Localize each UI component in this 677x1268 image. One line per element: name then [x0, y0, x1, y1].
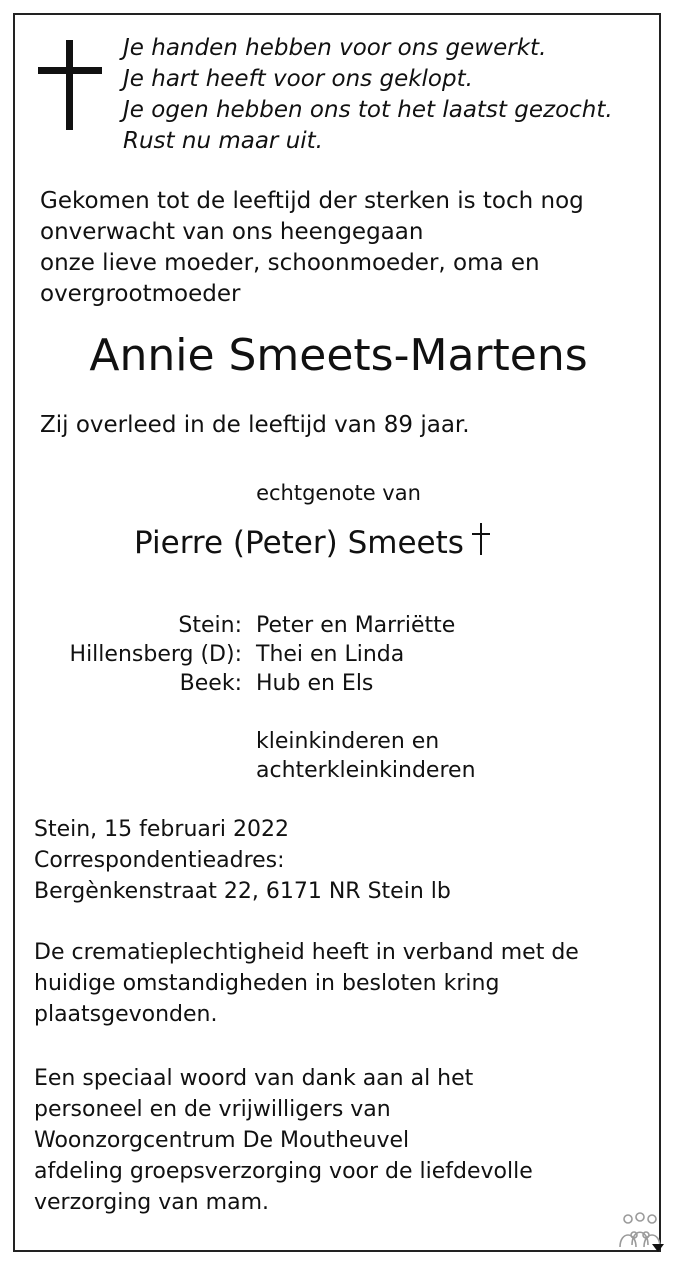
thanks-line: afdeling groepsverzorging voor de liefdevolle	[34, 1159, 533, 1184]
family-place: Stein:	[178, 613, 242, 638]
triangle-down-icon	[652, 1244, 664, 1252]
family-names: Peter en Marriëtte	[256, 613, 456, 638]
date-line: Stein, 15 februari 2022	[34, 817, 290, 842]
intro-text	[40, 186, 640, 310]
address-label: Correspondentieadres:	[34, 848, 285, 873]
grandchildren	[256, 727, 476, 785]
poem-line: Je hart heeft voor ons geklopt.	[123, 66, 473, 92]
address-line: Bergènkenstraat 22, 6171 NR Stein lb	[34, 879, 451, 904]
date-address	[34, 814, 451, 907]
family-names: Thei en Linda	[256, 642, 405, 667]
cross-icon	[38, 40, 102, 130]
poem-line: Rust nu maar uit.	[123, 128, 323, 154]
cremation-line: huidige omstandigheden in besloten kring	[34, 971, 500, 996]
poem-line: Je ogen hebben ons tot het laatst gezocht.	[123, 97, 613, 123]
intro-line: overgrootmoeder	[40, 281, 241, 307]
cremation-line: plaatsgevonden.	[34, 1002, 218, 1027]
poem-line: Je handen hebben voor ons gewerkt.	[123, 35, 547, 61]
poem	[123, 33, 613, 157]
family-place: Beek:	[179, 671, 242, 696]
cremation-line: De crematieplechtigheid heeft in verband met de	[34, 940, 579, 965]
family-place: Hillensberg (D):	[69, 642, 242, 667]
grandchildren-line: kleinkinderen en	[256, 729, 440, 754]
intro-line: onverwacht van ons heengegaan	[40, 219, 424, 245]
cross-icon	[470, 523, 492, 555]
family-names: Hub en Els	[256, 671, 374, 696]
spouse-name: Pierre (Peter) Smeets	[134, 525, 464, 561]
spouse-label: echtgenote van	[256, 481, 421, 505]
intro-line: Gekomen tot de leeftijd der sterken is toch nog	[40, 188, 584, 214]
thanks-line: personeel en de vrijwilligers van	[34, 1097, 391, 1122]
thanks-line: Een speciaal woord van dank aan al het	[34, 1066, 474, 1091]
grandchildren-line: achterkleinkinderen	[256, 758, 476, 783]
age-line: Zij overleed in de leeftijd van 89 jaar.	[40, 412, 470, 438]
deceased-name: Annie Smeets-Martens	[89, 330, 588, 381]
thanks-text	[34, 1063, 644, 1218]
cremation-text	[34, 937, 644, 1030]
spouse	[134, 522, 492, 564]
thanks-line: Woonzorgcentrum De Moutheuvel	[34, 1128, 410, 1153]
people-group-icon[interactable]	[614, 1211, 666, 1253]
thanks-line: verzorging van mam.	[34, 1190, 270, 1215]
intro-line: onze lieve moeder, schoonmoeder, oma en	[40, 250, 540, 276]
